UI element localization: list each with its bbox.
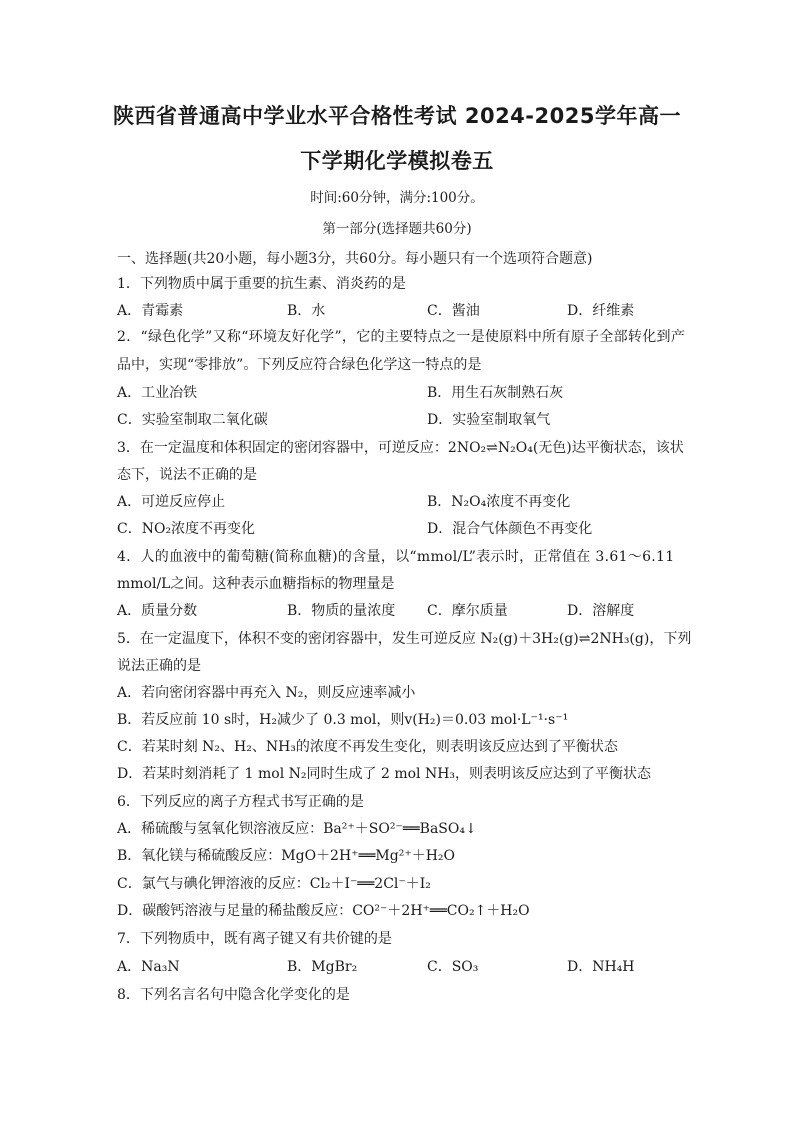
q1-option-d: D．纤维素 [567,303,635,319]
question-2-stem-1: 2．“绿色化学”又称“环境友好化学”，它的主要特点之一是使原料中所有原子全部转化到产 [117,329,686,345]
q1-option-c: C．酱油 [427,303,480,319]
q5-option-b: B．若反应前 10 s时，H₂减少了 0.3 mol，则v(H₂)＝0.03 mol·L⁻¹·s⁻¹ [117,712,569,728]
q2-option-d: D．实验室制取氧气 [427,412,551,428]
q6-option-c: C．氯气与碘化钾溶液的反应：Cl₂＋I⁻══2Cl⁻＋I₂ [117,876,431,892]
part-heading: 第一部分(选择题共60分) [322,221,472,237]
q2-option-a: A．工业冶铁 [117,385,198,401]
q4-option-b: B．物质的量浓度 [287,603,396,619]
q6-option-a: A．稀硫酸与氢氧化钡溶液反应：Ba²⁺＋SO²⁻══BaSO₄↓ [117,821,477,837]
exam-info: 时间:60分钟，满分:100分。 [310,190,484,206]
question-7-stem: 7．下列物质中，既有离子键又有共价键的是 [117,931,392,947]
q7-option-b: B．MgBr₂ [287,959,358,975]
q4-option-c: C．摩尔质量 [427,603,508,619]
q2-option-b: B．用生石灰制熟石灰 [427,385,564,401]
q1-option-a: A．青霉素 [117,303,184,319]
q4-option-a: A．质量分数 [117,603,198,619]
q5-option-d: D．若某时刻消耗了 1 mol N₂同时生成了 2 mol NH₃，则表明该反应达到了平衡状态 [117,766,652,782]
q7-option-c: C．SO₃ [427,959,479,975]
question-8-stem: 8．下列名言名句中隐含化学变化的是 [117,987,350,1003]
q7-option-a: A．Na₃N [117,959,180,975]
q7-option-d: D．NH₄H [567,959,635,975]
q4-option-d: D．溶解度 [567,603,635,619]
question-4-stem-1: 4．人的血液中的葡萄糖(简称血糖)的含量，以“mmol/L”表示时，正常值在 3.61～6.11 [117,549,675,565]
q3-option-a: A．可逆反应停止 [117,494,226,510]
question-4-stem-2: mmol/L之间。这种表示血糖指标的物理量是 [117,576,395,592]
q3-option-b: B．N₂O₄浓度不再变化 [427,494,571,510]
exam-title-line-1: 陕西省普通高中学业水平合格性考试 2024-2025学年高一 [113,104,681,128]
question-3-stem-2: 态下，说法不正确的是 [117,467,257,483]
question-5-stem-2: 说法正确的是 [117,658,201,674]
q2-option-c: C．实验室制取二氧化碳 [117,412,268,428]
q5-option-a: A．若向密闭容器中再充入 N₂，则反应速率减小 [117,685,416,701]
question-2-stem-2: 品中，实现“零排放”。下列反应符合绿色化学这一特点的是 [117,357,482,373]
question-6-stem: 6．下列反应的离子方程式书写正确的是 [117,794,364,810]
question-3-stem-1: 3．在一定温度和体积固定的密闭容器中，可逆反应：2NO₂⇌N₂O₄(无色)达平衡状态，该状 [117,440,684,456]
q1-option-b: B．水 [287,303,326,319]
question-1-stem: 1．下列物质中属于重要的抗生素、消炎药的是 [117,276,406,292]
q6-option-d: D．碳酸钙溶液与足量的稀盐酸反应：CO²⁻＋2H⁺══CO₂↑＋H₂O [117,903,530,919]
q6-option-b: B．氧化镁与稀硫酸反应：MgO＋2H⁺══Mg²⁺＋H₂O [117,848,456,864]
q5-option-c: C．若某时刻 N₂、H₂、NH₃的浓度不再发生变化，则表明该反应达到了平衡状态 [117,739,618,755]
q3-option-d: D．混合气体颜色不再变化 [427,521,593,537]
question-5-stem-1: 5．在一定温度下，体积不变的密闭容器中，发生可逆反应 N₂(g)＋3H₂(g)⇌2NH₃(g)，下列 [117,631,692,647]
q3-option-c: C．NO₂浓度不再变化 [117,521,256,537]
section-heading: 一、选择题(共20小题，每小题3分，共60分。每小题只有一个选项符合题意) [117,251,593,267]
exam-title-line-2: 下学期化学模拟卷五 [300,149,494,173]
